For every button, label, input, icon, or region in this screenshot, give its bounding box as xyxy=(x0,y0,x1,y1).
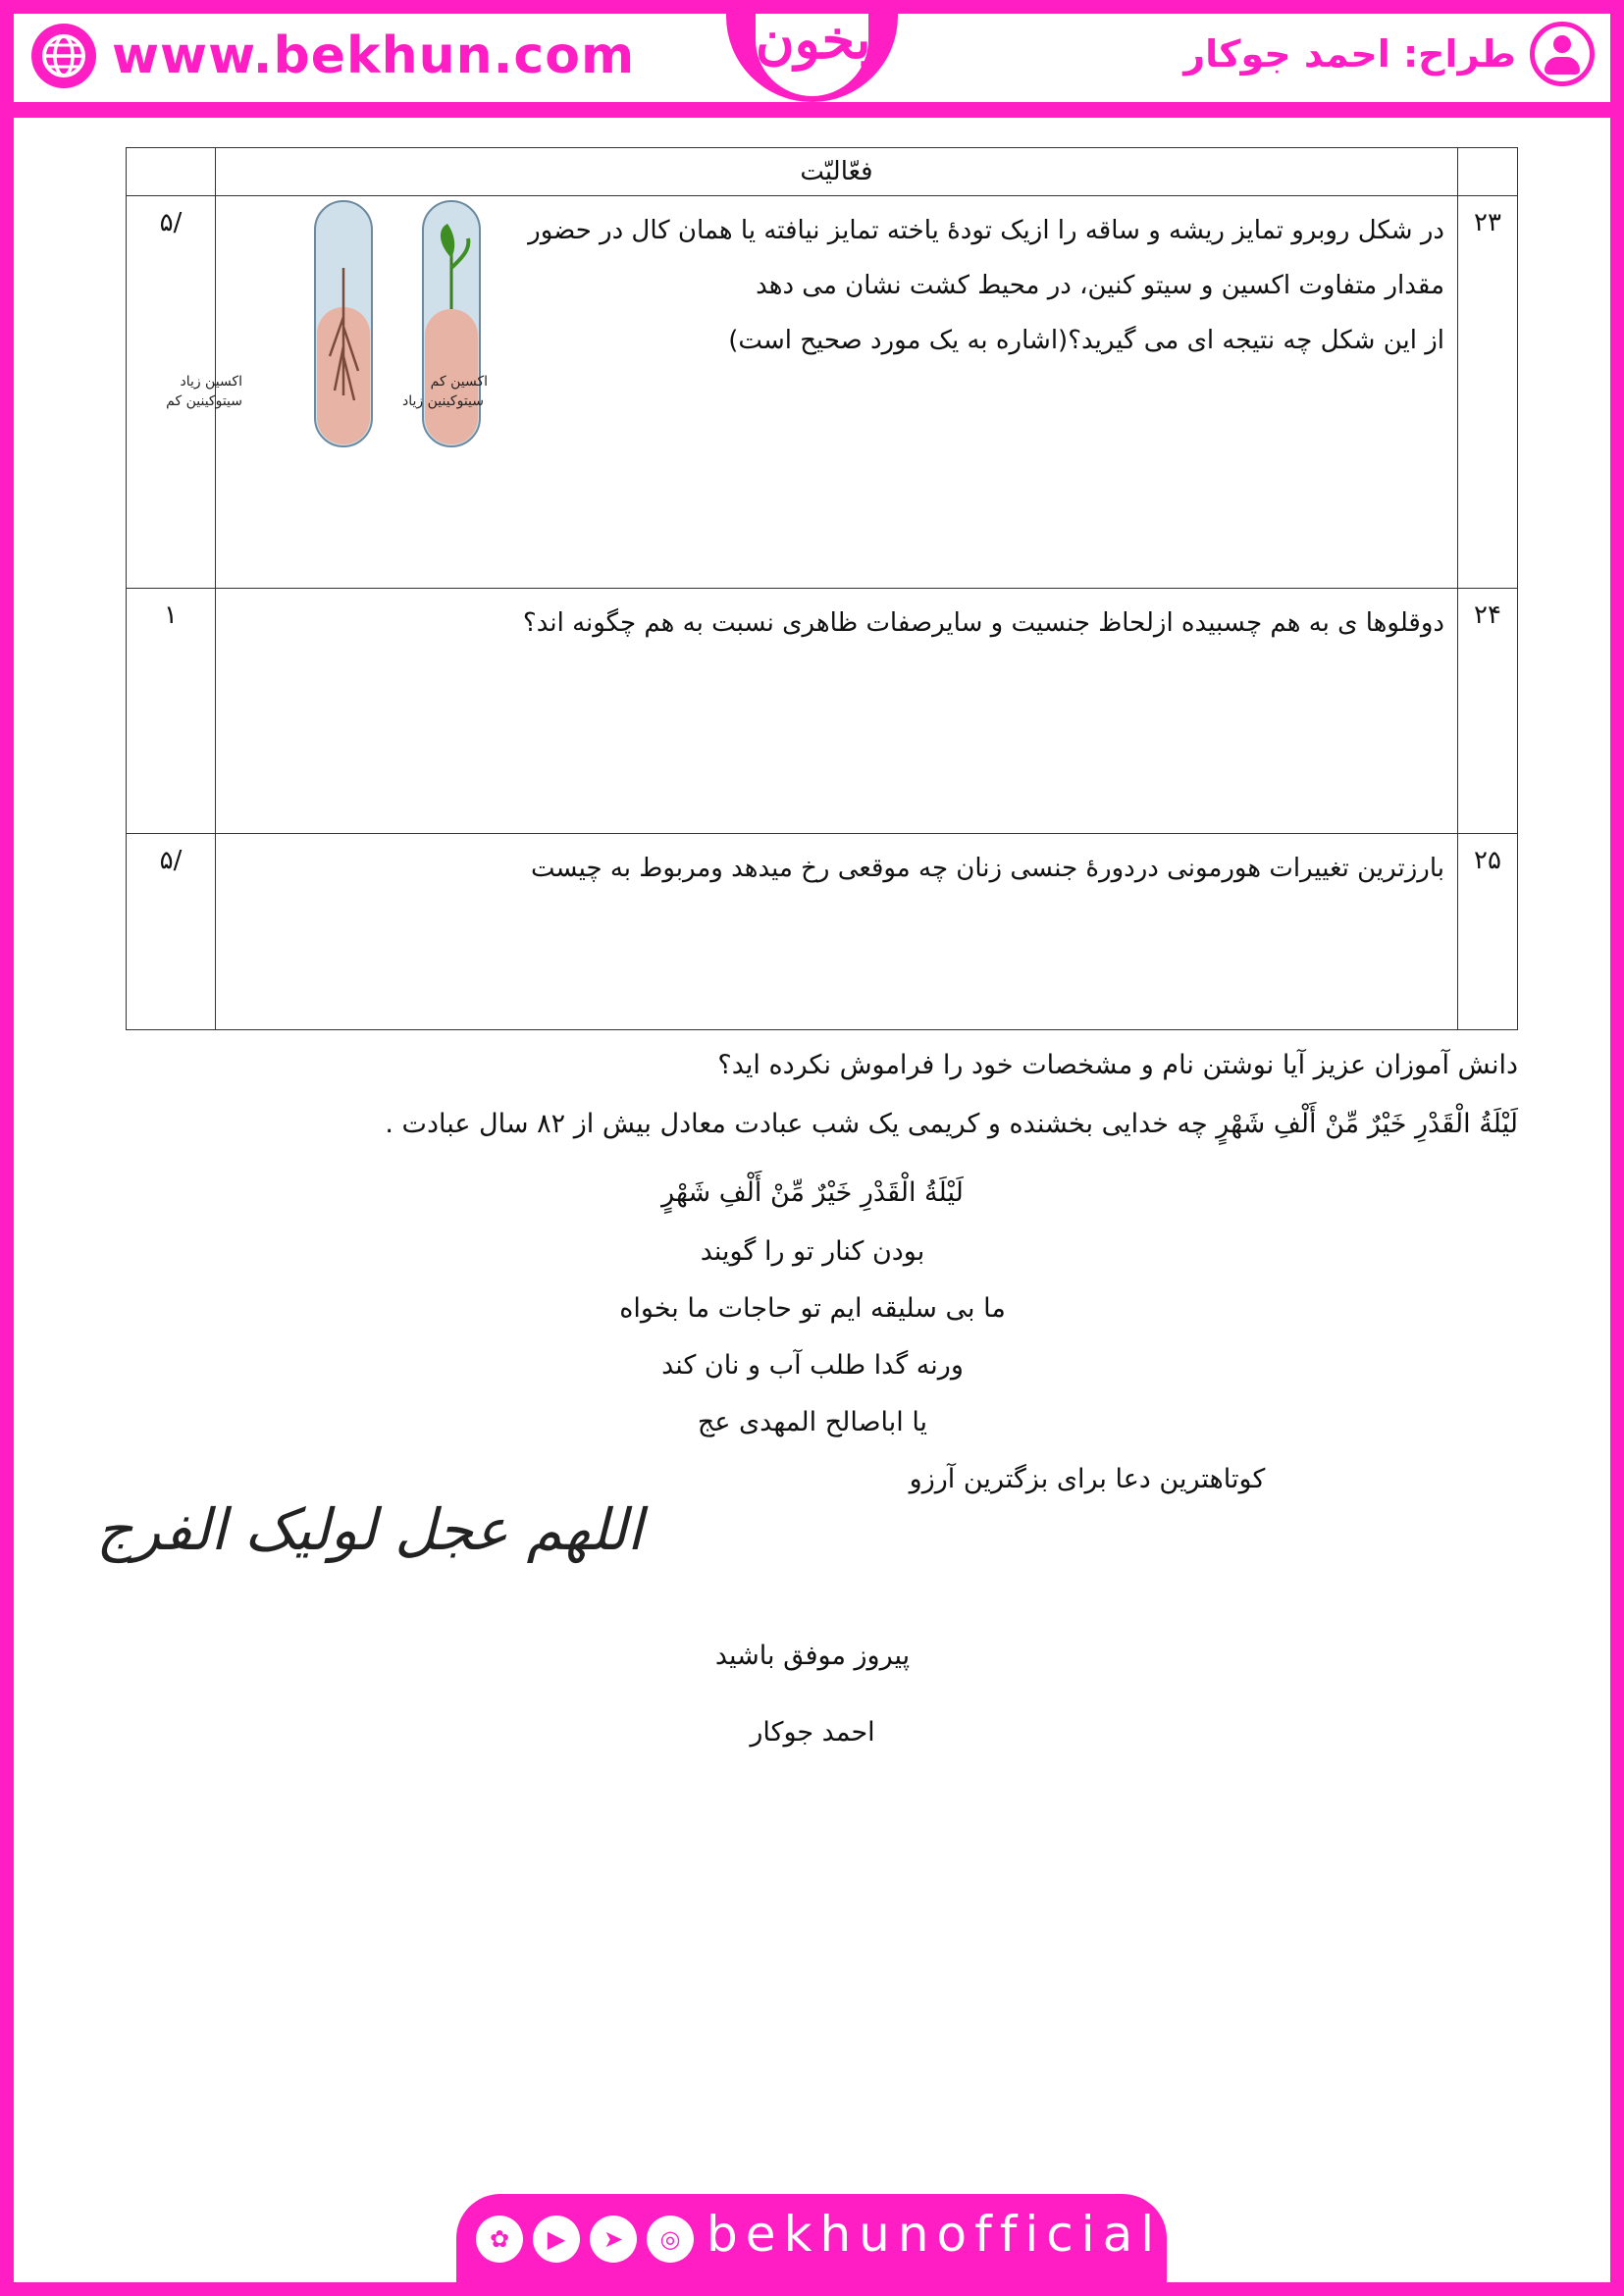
question-line: مقدار متفاوت اکسین و سیتو کنین، در محیط کشت نشان می دهد xyxy=(756,271,1444,300)
author-name: احمد جوکار xyxy=(750,1717,875,1748)
designer-credit xyxy=(1183,22,1595,86)
globe-icon xyxy=(31,24,96,88)
question-score: /۵ xyxy=(127,834,216,1030)
table-row xyxy=(127,834,1518,1030)
footer-social-bar xyxy=(456,2194,1167,2282)
test-tubes-figure xyxy=(166,199,560,464)
site-url[interactable]: www.bekhun.com xyxy=(112,26,636,85)
question-number: ۲۵ xyxy=(1458,834,1518,1030)
question-score: /۵ xyxy=(127,196,216,589)
table-header-title: فعّالیّت xyxy=(216,148,1458,196)
youtube-icon[interactable]: ▶ xyxy=(533,2216,580,2263)
question-cell xyxy=(216,834,1458,1030)
calligraphy-prayer: اللهم عجل لولیک الفرج xyxy=(96,1496,643,1563)
table-row xyxy=(127,589,1518,834)
left-tube-label-1: اکسین زیاد xyxy=(180,374,242,390)
aparat-icon[interactable]: ✿ xyxy=(476,2216,523,2263)
question-score: ۱ xyxy=(127,589,216,834)
logo xyxy=(756,0,871,96)
poem-line: ما بی سلیقه ایم تو حاجات ما بخواه xyxy=(619,1293,1006,1324)
table-row xyxy=(127,196,1518,589)
question-cell xyxy=(166,196,1458,589)
question-number: ۲۴ xyxy=(1458,589,1518,834)
right-tube-label-2: سیتوکینین زیاد xyxy=(401,393,484,409)
social-handle[interactable]: bekhunofficial xyxy=(707,2206,1163,2263)
social-icons xyxy=(476,2216,694,2263)
site-link[interactable] xyxy=(31,24,635,88)
designer-name: طراح: احمد جوکار xyxy=(1183,32,1516,76)
header-bar xyxy=(0,0,1624,118)
user-icon xyxy=(1530,22,1595,86)
laylat-text: لَیْلَةُ الْقَدْرِ خَیْرٌ مِّنْ أَلْفِ شَهْرٍ چه خدایی بخشنده و کریمی یک شب عبادت معادل بیش از ۸۲ سال عبادت . xyxy=(385,1109,1518,1139)
question-line: در شکل روبرو تمایز ریشه و ساقه را ازیک تودۀ یاخته تمایز نیافته یا همان کال در حضور xyxy=(528,216,1444,245)
table-header-score xyxy=(127,148,216,196)
question-table xyxy=(126,147,1518,1030)
right-tube-label-1: اکسین کم xyxy=(430,374,488,390)
question-line: از این شکل چه نتیجه ای می گیرید؟(اشاره به یک مورد صحیح است) xyxy=(728,326,1444,355)
logo-text: بخون xyxy=(756,8,871,71)
question-cell xyxy=(216,589,1458,834)
reminder-text: دانش آموزان عزیز آیا نوشتن نام و مشخصات خود را فراموش نکرده اید؟ xyxy=(717,1050,1518,1080)
table-header-num xyxy=(1458,148,1518,196)
telegram-icon[interactable]: ➤ xyxy=(590,2216,637,2263)
instagram-icon[interactable]: ◎ xyxy=(647,2216,694,2263)
left-tube-label-2: سیتوکینین کم xyxy=(166,393,242,409)
question-text: دوقلوها ی به هم چسبیده ازلحاظ جنسیت و سایرصفات ظاهری نسبت به هم چگونه اند؟ xyxy=(522,608,1444,638)
question-text: بارزترین تغییرات هورمونی دردورۀ جنسی زنان چه موقعی رخ میدهد ومربوط به چیست xyxy=(530,854,1444,883)
poem-line: یا اباصالح المهدی عج xyxy=(697,1407,928,1437)
poem-line: لَیْلَةُ الْقَدْرِ خَیْرٌ مِّنْ أَلْفِ شَهْرٍ xyxy=(661,1177,964,1208)
shortest-prayer: کوتاهترین دعا برای بزگترین آرزو xyxy=(909,1464,1266,1494)
poem-line: بودن کنار تو را گویند xyxy=(700,1236,925,1267)
question-number: ۲۳ xyxy=(1458,196,1518,589)
poem-line: ورنه گدا طلب آب و نان کند xyxy=(661,1350,964,1381)
farewell-text: پیروز موفق باشید xyxy=(714,1641,911,1671)
